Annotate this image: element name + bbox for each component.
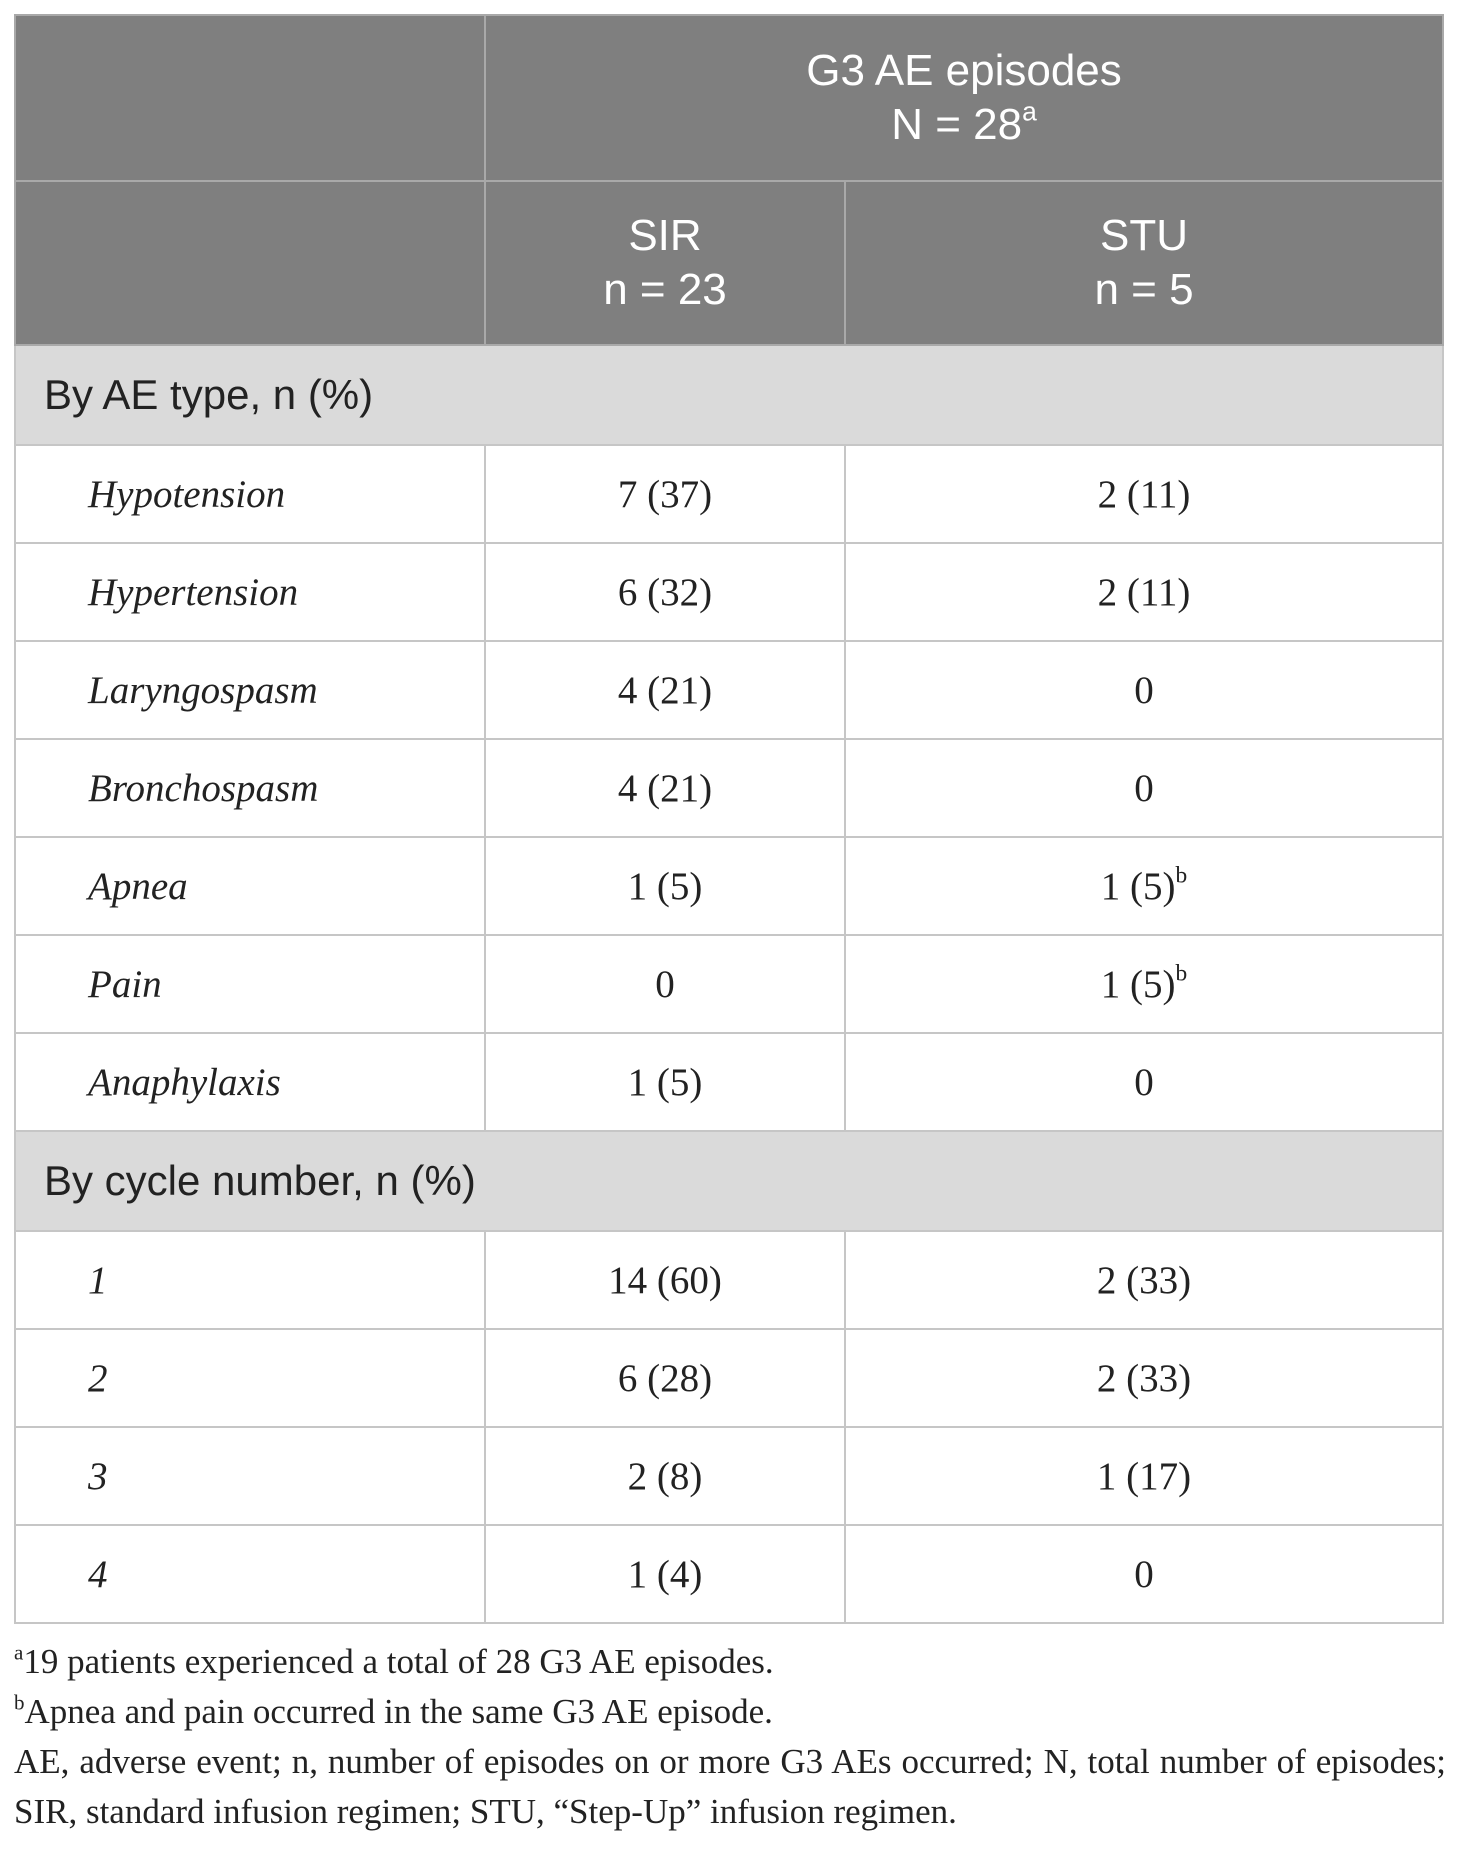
footnote-a: [14, 1637, 1446, 1687]
header-col-sir: [485, 181, 845, 345]
table-row: [15, 445, 1443, 543]
section-row: [15, 345, 1443, 445]
header-empty-cell: [15, 181, 485, 345]
footnote-a-text: 19 patients experienced a total of 28 G3 AE episodes.: [23, 1642, 774, 1681]
header-row-group: [15, 15, 1443, 181]
cell-sir: 1 (4): [485, 1525, 845, 1623]
cell-stu: [845, 543, 1443, 641]
cell-sir: 7 (37): [485, 445, 845, 543]
footnote-b-mark: b: [14, 1690, 25, 1715]
row-label: Laryngospasm: [15, 641, 485, 739]
cell-stu-value: 2 (33): [1096, 1258, 1192, 1302]
cell-stu: [845, 641, 1443, 739]
row-label: Anaphylaxis: [15, 1033, 485, 1131]
cell-stu: [845, 1329, 1443, 1427]
cell-sir: 14 (60): [485, 1231, 845, 1329]
cell-sir: 6 (28): [485, 1329, 845, 1427]
section-row: [15, 1131, 1443, 1231]
row-label: 2: [15, 1329, 485, 1427]
table-row: [15, 641, 1443, 739]
row-label: Hypotension: [15, 445, 485, 543]
cell-sir: 0: [485, 935, 845, 1033]
row-label: Apnea: [15, 837, 485, 935]
section-title: By cycle number, n (%): [15, 1131, 1443, 1231]
header-group-total-line: [486, 98, 1442, 152]
cell-stu-value: 1 (17): [1096, 1454, 1192, 1498]
cell-stu-footnote-mark: b: [1175, 960, 1188, 987]
row-label: 1: [15, 1231, 485, 1329]
header-group-total: N = 28: [891, 100, 1023, 149]
header-group-title: G3 AE episodes: [806, 46, 1122, 95]
table-row: [15, 1231, 1443, 1329]
row-label: 4: [15, 1525, 485, 1623]
header-col-stu: [845, 181, 1443, 345]
row-label: Pain: [15, 935, 485, 1033]
cell-stu-footnote-mark: b: [1175, 862, 1188, 889]
cell-stu: [845, 935, 1443, 1033]
table-row: [15, 837, 1443, 935]
cell-sir: 1 (5): [485, 1033, 845, 1131]
header-row-columns: [15, 181, 1443, 345]
table-row: [15, 543, 1443, 641]
adverse-events-table: [14, 14, 1444, 1624]
cell-stu-value: 1 (5): [1100, 864, 1176, 908]
cell-sir: 4 (21): [485, 739, 845, 837]
header-group-cell: [485, 15, 1443, 181]
table-row: [15, 739, 1443, 837]
header-col-sir-n: n = 23: [603, 265, 727, 314]
table-row: [15, 1033, 1443, 1131]
cell-stu: [845, 1231, 1443, 1329]
table-row: [15, 1329, 1443, 1427]
cell-stu-value: 0: [1134, 668, 1154, 712]
cell-stu-value: 2 (33): [1096, 1356, 1192, 1400]
cell-stu-value: 2 (11): [1097, 472, 1191, 516]
header-empty-cell: [15, 15, 485, 181]
table-body: [15, 15, 1443, 1623]
header-group-total-footnote-mark: a: [1022, 96, 1037, 127]
cell-stu-value: 0: [1134, 766, 1154, 810]
table-footnotes: [14, 1637, 1446, 1837]
cell-sir: 6 (32): [485, 543, 845, 641]
cell-sir: 4 (21): [485, 641, 845, 739]
table-row: [15, 935, 1443, 1033]
footnote-abbreviations: AE, adverse event; n, number of episodes on or more G3 AEs occurred; N, total number of episodes; SIR, standard infusion regimen; STU, “Step-Up” infusion regimen.: [14, 1742, 1446, 1831]
header-col-stu-name: STU: [1100, 211, 1188, 260]
cell-stu-value: 0: [1134, 1552, 1154, 1596]
cell-stu: [845, 739, 1443, 837]
row-label: Bronchospasm: [15, 739, 485, 837]
cell-stu: [845, 1427, 1443, 1525]
cell-stu-value: 1 (5): [1100, 962, 1176, 1006]
cell-stu: [845, 1525, 1443, 1623]
cell-stu: [845, 445, 1443, 543]
cell-stu-value: 2 (11): [1097, 570, 1191, 614]
cell-stu-value: 0: [1134, 1060, 1154, 1104]
header-col-stu-n: n = 5: [1094, 265, 1194, 314]
footnote-b: [14, 1687, 1446, 1737]
table-row: [15, 1525, 1443, 1623]
section-title: By AE type, n (%): [15, 345, 1443, 445]
table-row: [15, 1427, 1443, 1525]
cell-sir: 1 (5): [485, 837, 845, 935]
row-label: Hypertension: [15, 543, 485, 641]
footnote-a-mark: a: [14, 1640, 24, 1665]
header-col-sir-name: SIR: [628, 211, 702, 260]
cell-sir: 2 (8): [485, 1427, 845, 1525]
cell-stu: [845, 837, 1443, 935]
footnote-b-text: Apnea and pain occurred in the same G3 AE episode.: [24, 1692, 773, 1731]
cell-stu: [845, 1033, 1443, 1131]
row-label: 3: [15, 1427, 485, 1525]
